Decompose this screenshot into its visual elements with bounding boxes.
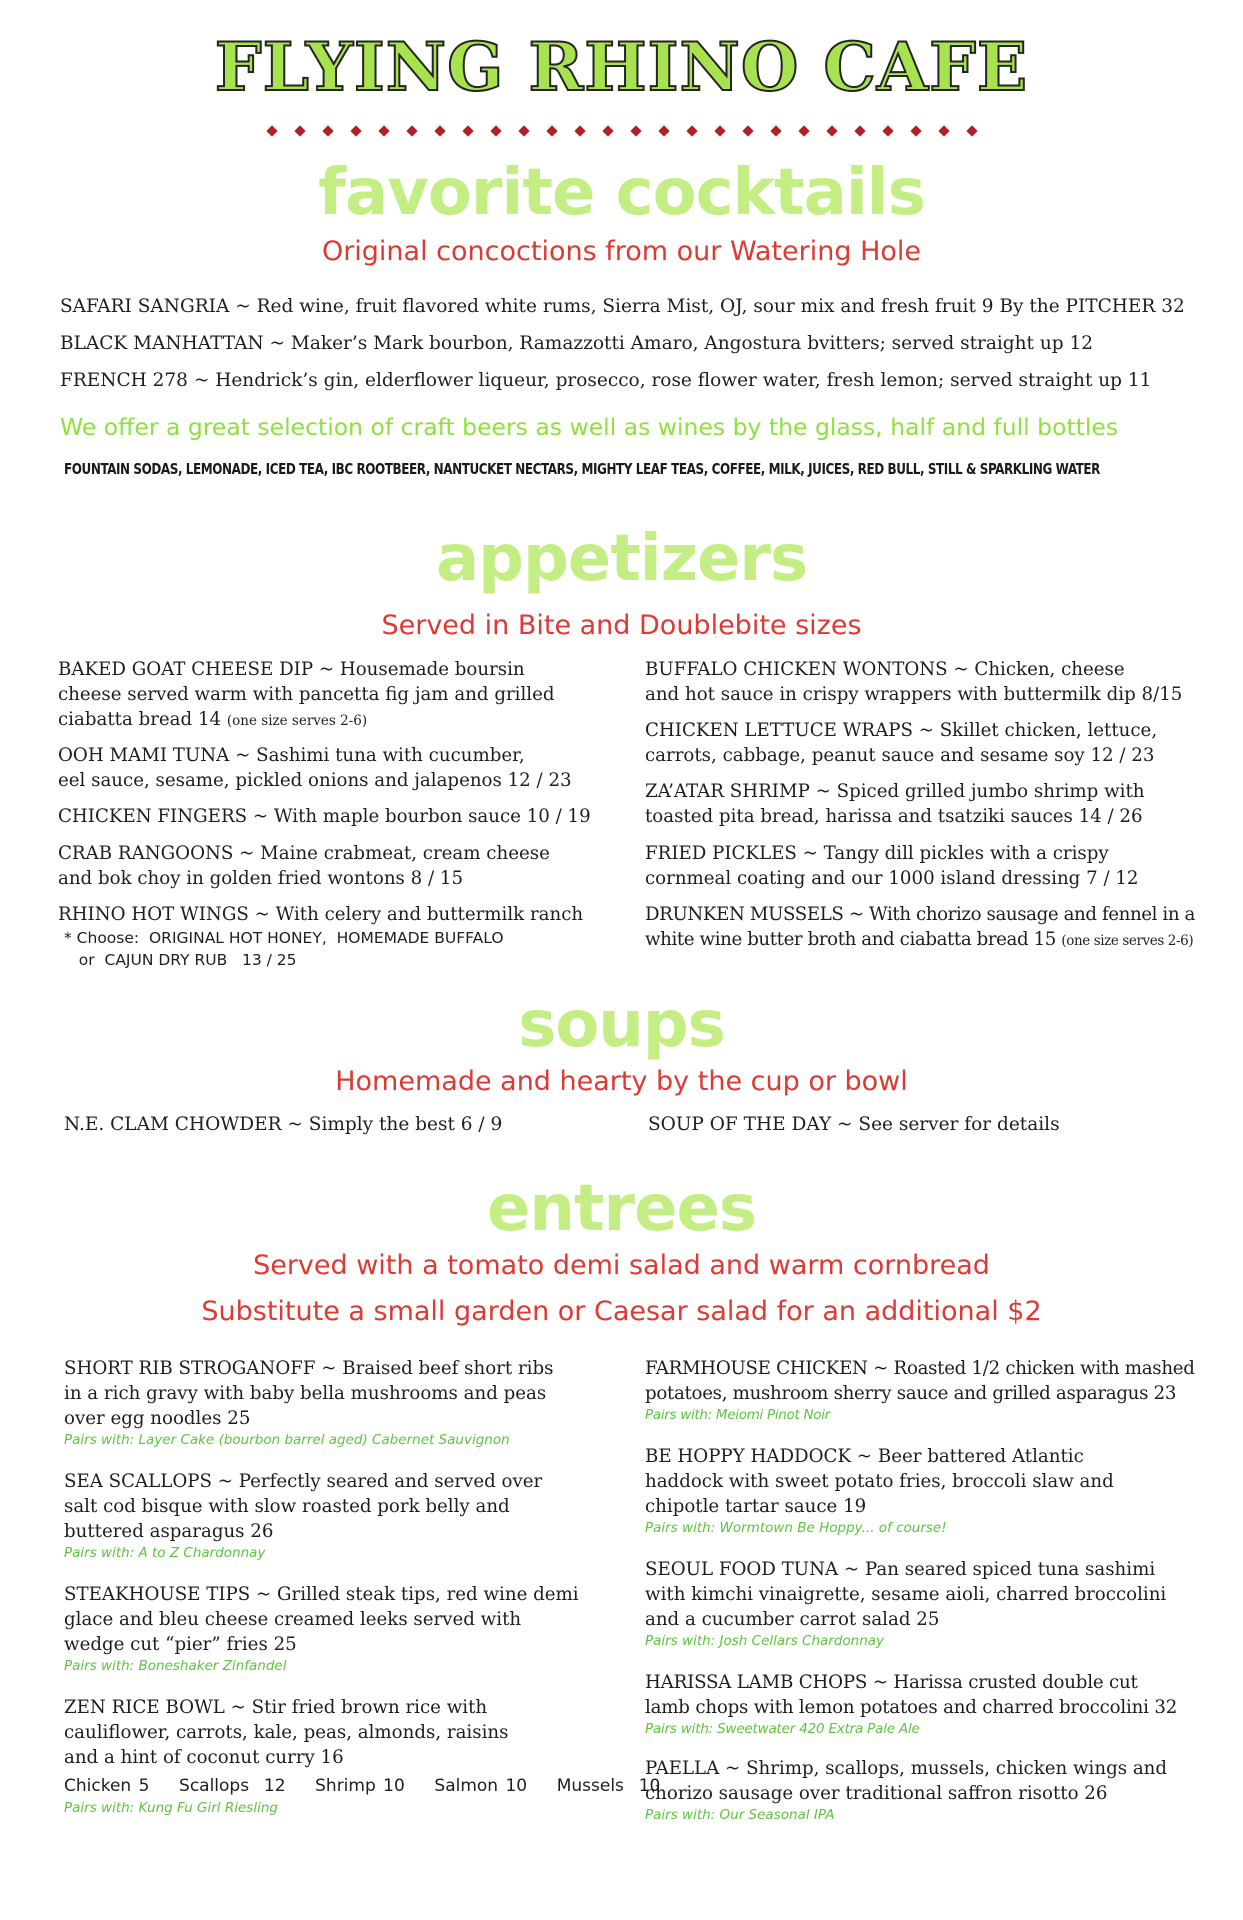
diamond-divider [268,124,976,138]
entree-item [645,1670,1225,1738]
item-line: OOH MAMI TUNA ~ Sashimi tuna with cucumber, [58,745,525,766]
diamond-icon [574,125,585,136]
item-line: DRUNKEN MUSSELS ~ With chorizo sausage and fennel in a [645,904,1195,925]
entrees-subheading: Served with a tomato demi salad and warm cornbread [253,1250,990,1281]
appetizers-heading: appetizers [435,522,808,596]
wine-pairing: Pairs with: Sweetwater 420 Extra Pale Ale [645,1721,920,1737]
diamond-icon [742,125,753,136]
appetizers-subheading: Served in Bite and Doublebite sizes [381,610,862,641]
appetizer-item [645,841,1205,891]
protein-addons: Chicken 5 Scallops 12 Shrimp 10 Salmon 10 Mussels 10 [64,1776,661,1796]
item-line: BAKED GOAT CHEESE DIP ~ Housemade boursin [58,659,525,680]
item-line: FRIED PICKLES ~ Tangy dill pickles with a crispy [645,843,1109,864]
item-line: FARMHOUSE CHICKEN ~ Roasted 1/2 chicken with mashed [645,1358,1195,1379]
entree-item [64,1356,624,1449]
appetizer-item [645,657,1205,707]
diamond-icon [602,125,613,136]
item-line: buttered asparagus 26 [64,1521,274,1542]
item-line [645,927,1225,954]
cafe-title: FLYING RHINO CAFE [214,28,1029,106]
item-line: HARISSA LAMB CHOPS ~ Harissa crusted double cut [645,1672,1138,1693]
entrees-heading: entrees [486,1172,757,1246]
diamond-icon [882,125,893,136]
entree-item [64,1469,624,1562]
diamond-icon [490,125,501,136]
diamond-icon [686,125,697,136]
craft-beer-note: We offer a great selection of craft beers as well as wines by the glass, half and full bottles [60,413,1119,441]
cocktail-item: SAFARI SANGRIA ~ Red wine, fruit flavored white rums, Sierra Mist, OJ, sour mix and fresh fruit 9 By the PITCHER 32 [60,296,1185,317]
item-line: PAELLA ~ Shrimp, scallops, mussels, chicken wings and [645,1758,1168,1779]
item-line: BUFFALO CHICKEN WONTONS ~ Chicken, cheese [645,659,1125,680]
diamond-icon [938,125,949,136]
appetizer-item [58,841,618,891]
item-line: eel sauce, sesame, pickled onions and jalapenos 12 / 23 [58,770,572,791]
diamond-icon [434,125,445,136]
entree-item [645,1444,1205,1537]
diamond-icon [770,125,781,136]
entree-item [645,1756,1225,1824]
item-line: CHICKEN FINGERS ~ With maple bourbon sauce 10 / 19 [58,806,591,827]
item-line: toasted pita bread, harissa and tsatziki sauces 14 / 26 [645,806,1143,827]
diamond-icon [518,125,529,136]
diamond-icon [294,125,305,136]
item-line-text: white wine butter broth and ciabatta bread 15 [645,929,1056,950]
item-line: ZA’ATAR SHRIMP ~ Spiced grilled jumbo shrimp with [645,781,1145,802]
item-line: and hot sauce in crispy wrappers with buttermilk dip 8/15 [645,684,1183,705]
wing-choice-line: or CAJUN DRY RUB 13 / 25 [64,951,297,969]
item-line: cauliflower, carrots, kale, peas, almonds, raisins [64,1722,509,1743]
diamond-icon [826,125,837,136]
item-line: in a rich gravy with baby bella mushrooms and peas [64,1383,547,1404]
item-line: potatoes, mushroom sherry sauce and grilled asparagus 23 [645,1383,1177,1404]
item-line: glace and bleu cheese creamed leeks served with [64,1609,522,1630]
item-line: and a cucumber carrot salad 25 [645,1609,940,1630]
diamond-icon [546,125,557,136]
entree-item [64,1582,624,1675]
item-line: wedge cut “pier” fries 25 [64,1634,297,1655]
item-line: chipotle tartar sauce 19 [645,1496,867,1517]
item-line: SHORT RIB STROGANOFF ~ Braised beef short ribs [64,1358,554,1379]
item-line: ZEN RICE BOWL ~ Stir fried brown rice with [64,1697,488,1718]
diamond-icon [910,125,921,136]
soups-subheading: Homemade and hearty by the cup or bowl [335,1066,908,1097]
wine-pairing: Pairs with: Kung Fu Girl Riesling [64,1800,278,1816]
diamond-icon [966,125,977,136]
wing-choice-line: * Choose: ORIGINAL HOT HONEY, HOMEMADE BUFFALO [64,929,504,947]
diamond-icon [350,125,361,136]
item-line: CHICKEN LETTUCE WRAPS ~ Skillet chicken, lettuce, [645,720,1158,741]
cocktail-item: FRENCH 278 ~ Hendrick’s gin, elderflower liqueur, prosecco, rose flower water, fresh lemon; served straight up 11 [60,370,1152,391]
diamond-icon [378,125,389,136]
diamond-icon [714,125,725,136]
item-line: over egg noodles 25 [64,1408,251,1429]
diamond-icon [658,125,669,136]
appetizer-item [645,779,1205,829]
diamond-icon [266,125,277,136]
item-line: cheese served warm with pancetta fig jam and grilled [58,684,555,705]
soup-item: SOUP OF THE DAY ~ See server for details [648,1114,1060,1135]
wine-pairing: Pairs with: Boneshaker Zinfandel [64,1658,287,1674]
appetizer-item [58,743,618,793]
wine-pairing: Pairs with: A to Z Chardonnay [64,1545,266,1561]
entree-item [645,1356,1225,1424]
wine-pairing: Pairs with: Josh Cellars Chardonnay [645,1633,885,1649]
item-line [58,707,618,734]
wine-pairing: Pairs with: Our Seasonal IPA [645,1807,835,1823]
diamond-icon [462,125,473,136]
item-line: BE HOPPY HADDOCK ~ Beer battered Atlantic [645,1446,1084,1467]
item-line: haddock with sweet potato fries, broccoli slaw and [645,1471,1114,1492]
diamond-icon [406,125,417,136]
wine-pairing: Pairs with: Meiomi Pinot Noir [645,1407,830,1423]
appetizer-item [645,902,1225,954]
item-line: SEOUL FOOD TUNA ~ Pan seared spiced tuna sashimi [645,1559,1156,1580]
appetizer-item [58,804,618,829]
cocktails-heading: favorite cocktails [318,156,925,230]
item-line: SEA SCALLOPS ~ Perfectly seared and served over [64,1471,543,1492]
item-line: chorizo sausage over traditional saffron risotto 26 [645,1783,1108,1804]
item-line: with kimchi vinaigrette, sesame aioli, charred broccolini [645,1584,1167,1605]
item-line: and a hint of coconut curry 16 [64,1747,344,1768]
soup-item: N.E. CLAM CHOWDER ~ Simply the best 6 / 9 [64,1114,503,1135]
wine-pairing: Pairs with: Wormtown Be Hoppy... of course! [645,1520,947,1536]
size-note: (one size serves 2-6) [226,713,368,729]
item-line: CRAB RANGOONS ~ Maine crabmeat, cream cheese [58,843,550,864]
beverage-list: FOUNTAIN SODAS, LEMONADE, ICED TEA, IBC ROOTBEER, NANTUCKET NECTARS, MIGHTY LEAF TEAS, COFFEE, MILK, JUICES, RED BULL, STILL & SPARKLING WATER [64,460,1100,478]
item-line: salt cod bisque with slow roasted pork belly and [64,1496,510,1517]
diamond-icon [798,125,809,136]
diamond-icon [854,125,865,136]
appetizer-item [645,718,1205,768]
item-line: lamb chops with lemon potatoes and charred broccolini 32 [645,1697,1178,1718]
item-line-text: ciabatta bread 14 [58,709,222,730]
entrees-substitute-note: Substitute a small garden or Caesar salad for an additional $2 [201,1296,1042,1327]
appetizer-item [58,902,618,971]
appetizer-item [58,657,618,734]
item-line: STEAKHOUSE TIPS ~ Grilled steak tips, red wine demi [64,1584,579,1605]
entree-item [64,1695,661,1817]
item-line: RHINO HOT WINGS ~ With celery and buttermilk ranch [58,904,584,925]
cocktails-subheading: Original concoctions from our Watering Hole [321,236,922,267]
cocktail-item: BLACK MANHATTAN ~ Maker’s Mark bourbon, Ramazzotti Amaro, Angostura bvitters; served straight up 12 [60,333,1094,354]
diamond-icon [630,125,641,136]
item-line: and bok choy in golden fried wontons 8 / 15 [58,868,464,889]
size-note: (one size serves 2-6) [1061,933,1194,949]
diamond-icon [322,125,333,136]
item-line: cornmeal coating and our 1000 island dressing 7 / 12 [645,868,1139,889]
entree-item [645,1557,1225,1650]
item-line: carrots, cabbage, peanut sauce and sesame soy 12 / 23 [645,745,1155,766]
soups-heading: soups [518,988,725,1062]
wine-pairing: Pairs with: Layer Cake (bourbon barrel aged) Cabernet Sauvignon [64,1432,510,1448]
